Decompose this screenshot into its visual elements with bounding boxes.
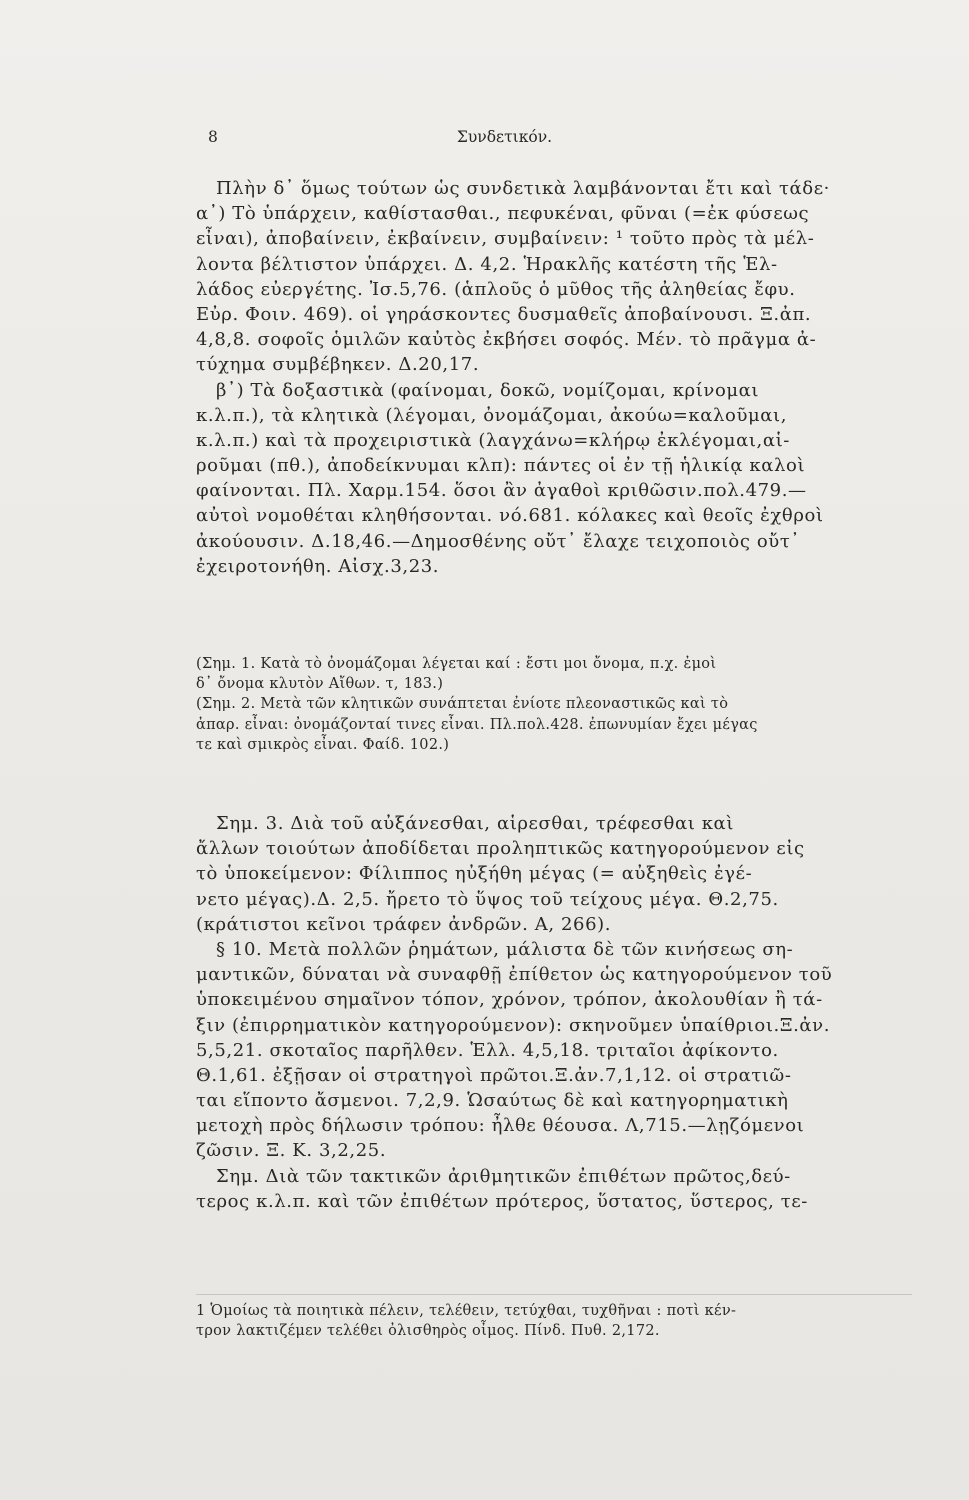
text-line: α᾽) Τὸ ὑπάρχειν, καθίστασθαι., πεφυκέναι, φῦναι (=ἐκ φύσεως [196, 203, 810, 225]
note-line: ἀπαρ. εἶναι: ὀνομάζονταί τινες εἶναι. Πλ.πολ.428. ἐπωνυμίαν ἔχει μέγας [196, 716, 758, 733]
text-line: αὐτοὶ νομοθέται κληθήσονται. νό.681. κόλακες καὶ θεοῖς ἐχθροὶ [196, 505, 824, 527]
text-line: φαίνονται. Πλ. Χαρμ.154. ὅσοι ἂν ἀγαθοὶ κριθῶσιν.πολ.479.— [196, 480, 807, 502]
text-line: ἄλλων τοιούτων ἀποδίδεται προληπτικῶς κατηγορούμενον εἰς [196, 838, 805, 860]
text-line: τύχημα συμβέβηκεν. Δ.20,17. [196, 354, 480, 376]
text-line: ζῶσιν. Ξ. Κ. 3,2,25. [196, 1140, 387, 1162]
page-header [0, 124, 969, 154]
text-line: ὑποκειμένου σημαῖνον τόπον, χρόνον, τρόπον, ἀκολουθίαν ἢ τά- [196, 989, 823, 1011]
text-line: κ.λ.π.) καὶ τὰ προχειριστικὰ (λαγχάνω=κλήρῳ ἐκλέγομαι,αἱ- [196, 429, 790, 451]
text-line: μαντικῶν, δύναται νὰ συναφθῇ ἐπίθετον ὡς κατηγορούμενον τοῦ [196, 964, 833, 986]
text-line: Εὐρ. Φοιν. 469). οἱ γηράσκοντες δυσμαθεῖς ἀποβαίνουσι. Ξ.ἀπ. [196, 303, 812, 325]
footnote-line: 1 Ὁμοίως τὰ ποιητικὰ πέλειν, τελέθειν, τετύχθαι, τυχθῆναι : ποτὶ κέν- [196, 1303, 737, 1319]
page-number: 8 [208, 128, 218, 146]
notes-block [196, 654, 912, 755]
text-line: τὸ ὑποκείμενον: Φίλιππος ηὐξήθη μέγας (= αὐξηθεὶς ἐγέ- [196, 863, 753, 885]
text-line: εἶναι), ἀποβαίνειν, ἐκβαίνειν, συμβαίνειν: ¹ τοῦτο πρὸς τὰ μέλ- [196, 228, 815, 250]
note-line: (Σημ. 1. Κατὰ τὸ ὀνομάζομαι λέγεται καί : ἔστι μοι ὄνομα, π.χ. ἐμοὶ [196, 656, 717, 672]
text-line: § 10. Μετὰ πολλῶν ῥημάτων, μάλιστα δὲ τῶν κινήσεως ση- [216, 938, 794, 960]
text-line: ται εἵποντο ἄσμενοι. 7,2,9. Ὡσαύτως δὲ καὶ κατηγορηματικὴ [196, 1090, 789, 1112]
footnote-divider [196, 1294, 912, 1295]
text-line: ροῦμαι (πθ.), ἀποδείκνυμαι κλπ): πάντες οἱ ἐν τῇ ἡλικίᾳ καλοὶ [196, 455, 806, 477]
note-line: δ᾽ ὄνομα κλυτὸν Αἴθων. τ, 183.) [196, 676, 444, 693]
footnote-line: τρον λακτιζέμεν τελέθει ὀλισθηρὸς οἶμος. Πίνδ. Πυθ. 2,172. [196, 1322, 660, 1339]
text-line: Σημ. Διὰ τῶν τακτικῶν ἀριθμητικῶν ἐπιθέτων πρῶτος,δεύ- [216, 1165, 791, 1187]
note-line: (Σημ. 2. Μετὰ τῶν κλητικῶν συνάπτεται ἐνίοτε πλεοναστικῶς καὶ τὸ [196, 696, 729, 713]
text-line: μετοχὴ πρὸς δήλωσιν τρόπου: ἦλθε θέουσα. Λ,715.—λῃζόμενοι [196, 1115, 805, 1137]
text-line: ἐχειροτονήθη. Αἰσχ.3,23. [196, 555, 440, 577]
main-text-block [196, 176, 912, 579]
text-line: 4,8,8. σοφοῖς ὁμιλῶν καὐτὸς ἐκβήσει σοφός. Μέν. τὸ πρᾶγμα ἀ- [196, 329, 817, 351]
text-line: νετο μέγας).Δ. 2,5. ἤρετο τὸ ὕψος τοῦ τείχους μέγα. Θ.2,75. [196, 888, 779, 910]
note-line: τε καὶ σμικρὸς εἶναι. Φαίδ. 102.) [196, 736, 450, 753]
footnotes-block [196, 1302, 912, 1341]
main-text-block-2 [196, 811, 912, 1214]
text-line: (κράτιστοι κεῖνοι τράφεν ἀνδρῶν. Α, 266). [196, 913, 612, 935]
text-line: Θ.1,61. ἐξῇσαν οἱ στρατηγοὶ πρῶτοι.Ξ.ἀν.7,1,12. οἱ στρατιῶ- [196, 1064, 792, 1086]
text-line: ἀκούουσιν. Δ.18,46.—Δημοσθένης οὔτ᾽ ἔλαχε τειχοποιὸς οὔτ᾽ [196, 530, 800, 552]
text-line: 5,5,21. σκοταῖος παρῆλθεν. Ἑλλ. 4,5,18. τριταῖοι ἀφίκοντο. [196, 1039, 779, 1061]
text-line: τερος κ.λ.π. καὶ τῶν ἐπιθέτων πρότερος, ὕστατος, ὕστερος, τε- [196, 1190, 808, 1212]
text-line: λάδος εὐεργέτης. Ἰσ.5,76. (ἁπλοῦς ὁ μῦθος τῆς ἀληθείας ἔφυ. [196, 278, 796, 300]
text-line: ξιν (ἐπιρρηματικὸν κατηγορούμενον): σκηνοῦμεν ὑπαίθριοι.Ξ.ἀν. [196, 1014, 831, 1036]
text-line: κ.λ.π.), τὰ κλητικὰ (λέγομαι, ὀνομάζομαι, ἀκούω=καλοῦμαι, [196, 404, 788, 426]
text-line: β᾽) Τὰ δοξαστικὰ (φαίνομαι, δοκῶ, νομίζομαι, κρίνομαι [216, 379, 760, 401]
text-line: Σημ. 3. Διὰ τοῦ αὐξάνεσθαι, αἱρεσθαι, τρέφεσθαι καὶ [216, 813, 734, 834]
text-line: Πλὴν δ᾽ ὅμως τούτων ὡς συνδετικὰ λαμβάνονται ἔτι καὶ τάδε· [216, 178, 830, 199]
running-head: Συνδετικόν. [456, 128, 553, 146]
text-line: λοντα βέλτιστον ὑπάρχει. Δ. 4,2. Ἡρακλῆς κατέστη τῆς Ἑλ- [196, 253, 778, 275]
